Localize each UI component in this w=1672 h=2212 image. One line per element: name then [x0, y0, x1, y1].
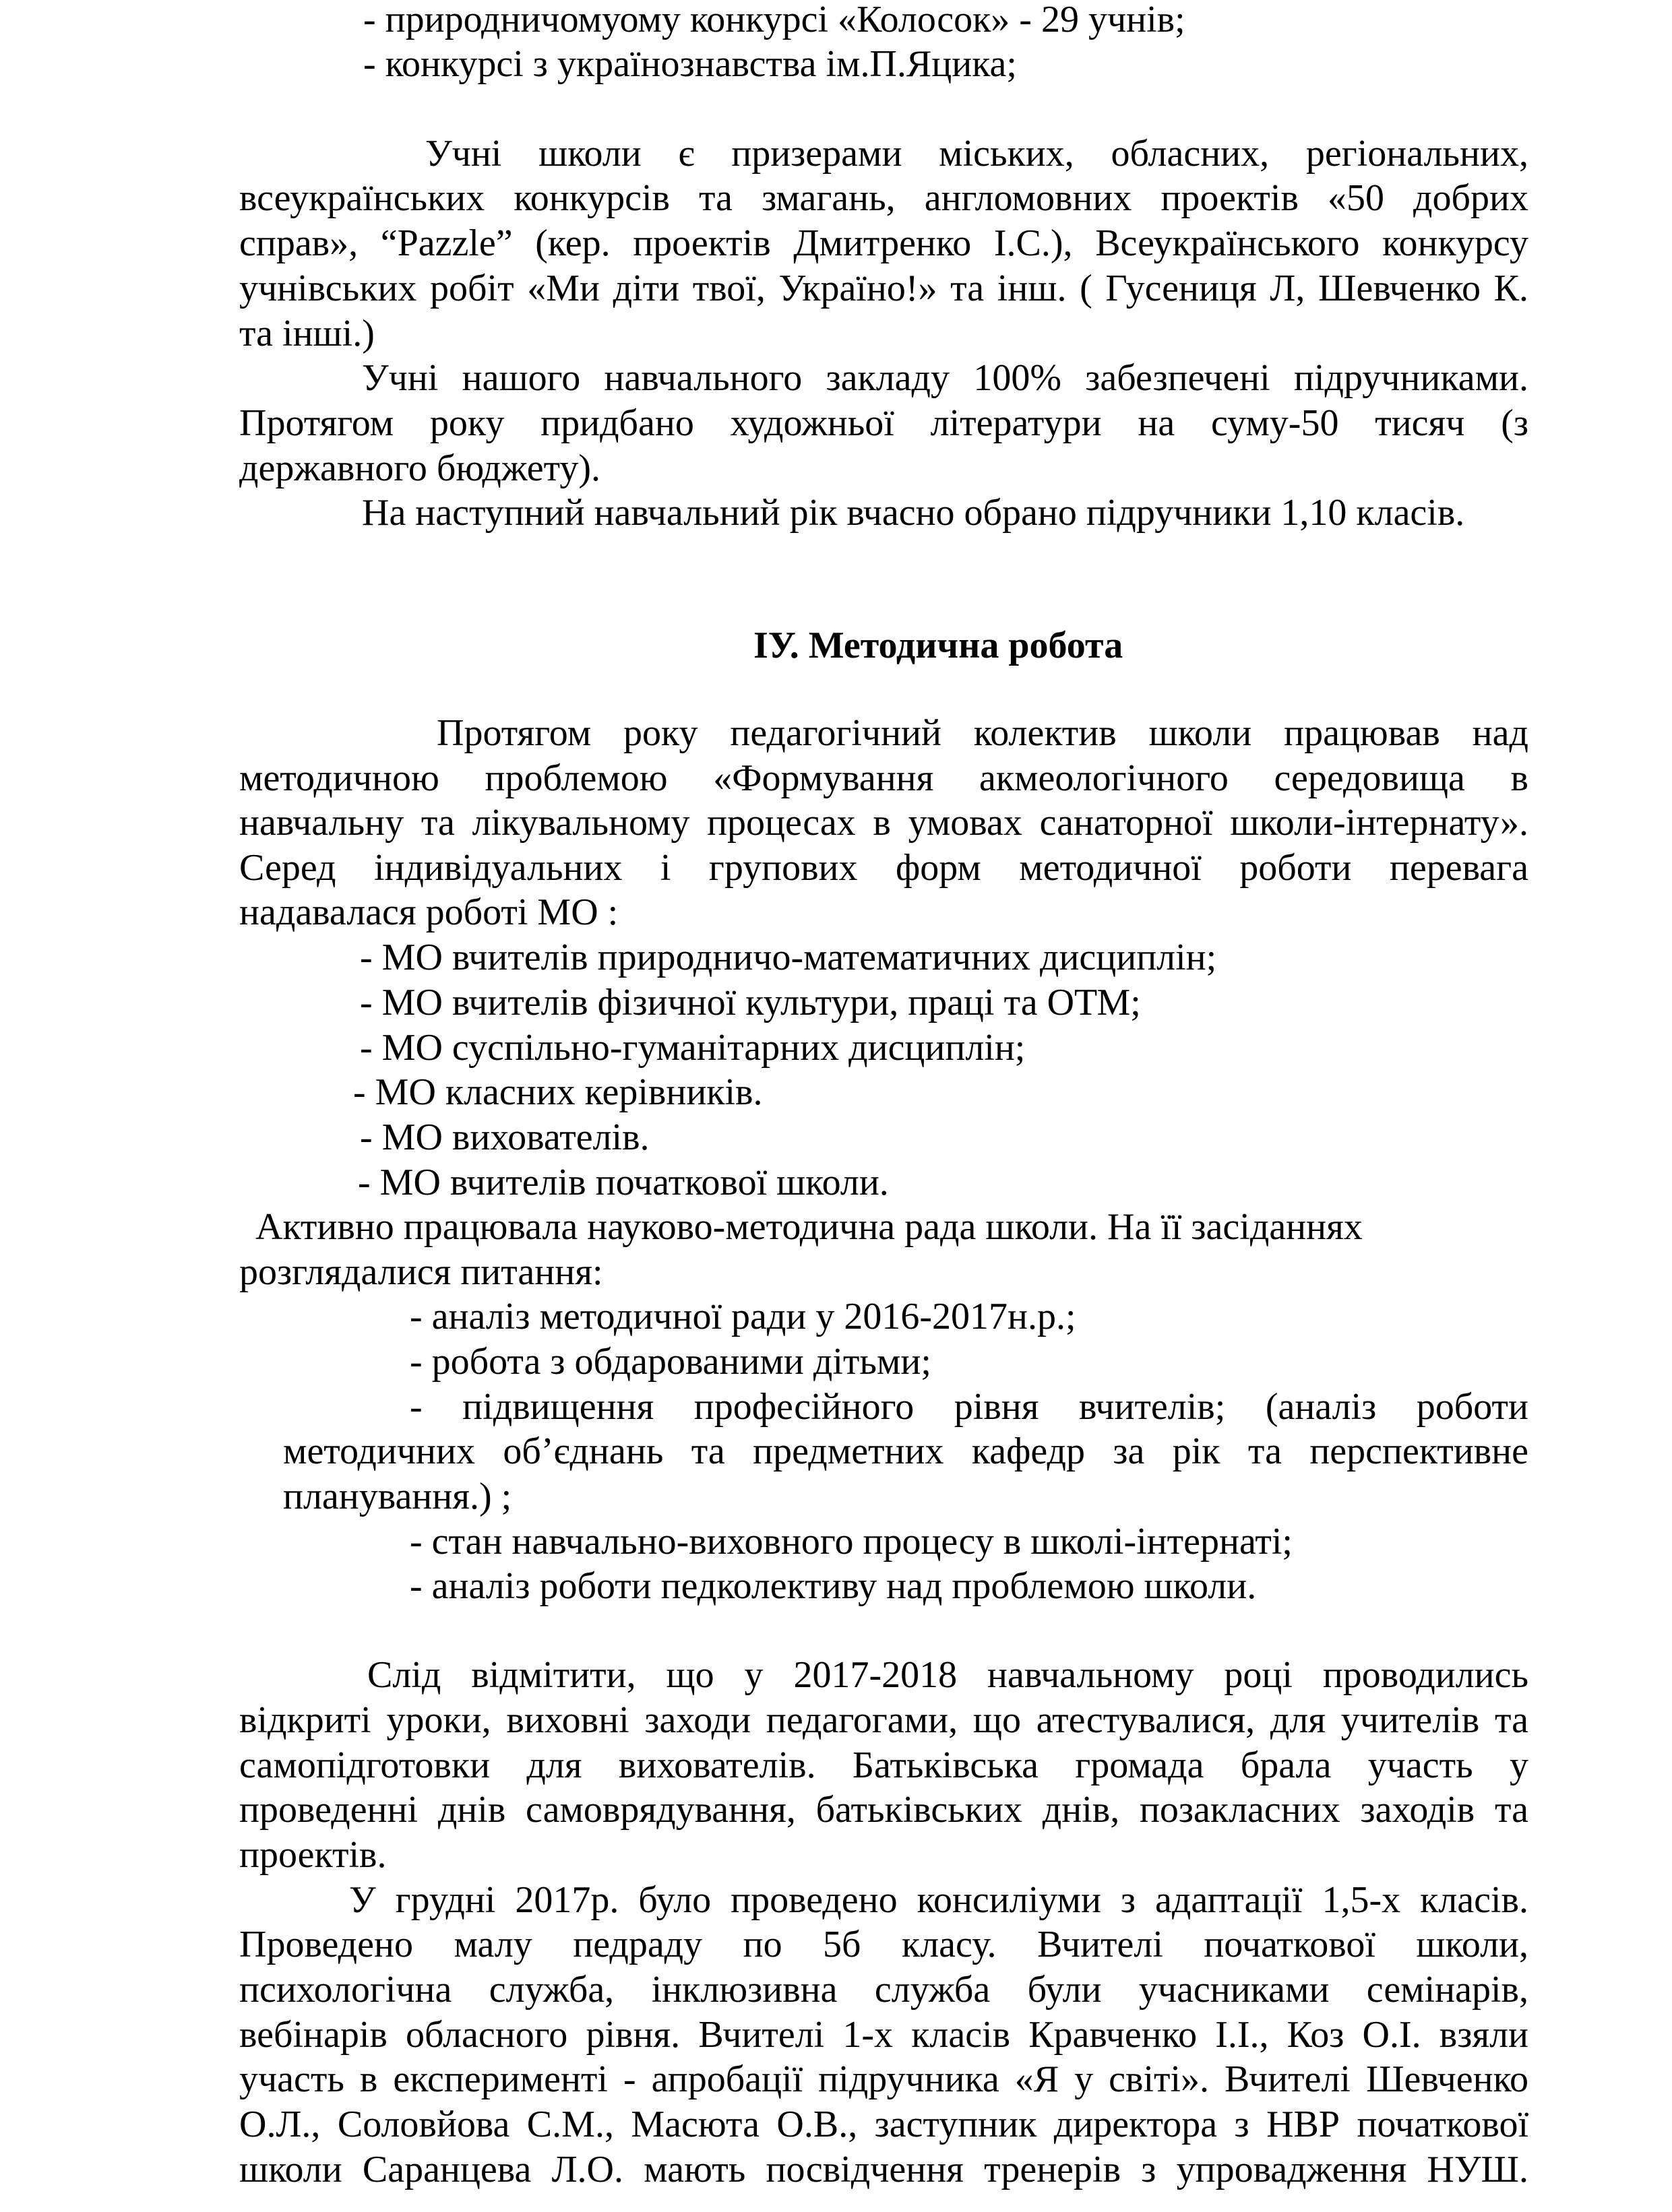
- paragraph-line: Учні школи є призерами міських, обласних, регіональних,: [425, 133, 1528, 175]
- paragraph-line: На наступний навчальний рік вчасно обрано підручники 1,10 класів.: [362, 492, 1465, 534]
- list-item-yatsyk: - конкурсі з українознавства ім.П.Яцика;: [363, 43, 1017, 85]
- list-item-agenda: методичних об’єднань та предметних кафедр за рік та перспективне: [283, 1430, 1528, 1472]
- paragraph-line: школи Саранцева Л.О. мають посвідчення тренерів з упровадження НУШ.: [239, 2149, 1528, 2190]
- paragraph-line: Учні нашого навчального закладу 100% забезпечені підручниками.: [362, 357, 1528, 399]
- paragraph-line: Слід відмітити, що у 2017-2018 навчальному році проводились: [367, 1654, 1528, 1696]
- paragraph-line: Протягом року придбано художньої літератури на суму-50 тисяч (з: [239, 402, 1528, 444]
- paragraph-line: психологічна служба, інклюзивна служба були учасниками семінарів,: [239, 1969, 1528, 2011]
- paragraph-line: Активно працювала науково-методична рада школи. На її засіданнях: [255, 1206, 1363, 1248]
- section-heading: ІУ. Методична робота: [753, 625, 1123, 666]
- list-item-agenda: - робота з обдарованими дітьми;: [410, 1341, 931, 1383]
- list-item-mo: - МО вчителів початкової школи.: [358, 1162, 889, 1203]
- list-item-agenda: планування.) ;: [283, 1476, 512, 1517]
- paragraph-line: У грудні 2017р. було проведено консиліуми з адаптації 1,5-х класів.: [349, 1879, 1528, 1921]
- paragraph-line: методичною проблемою «Формування акмеологічного середовища в: [239, 757, 1528, 799]
- list-item-agenda: - аналіз методичної ради у 2016-2017н.р.;: [410, 1296, 1076, 1337]
- paragraph-line: участь в експерименті - апробації підручника «Я у світі». Вчителі Шевченко: [239, 2058, 1528, 2100]
- paragraph-line: всеукраїнських конкурсів та змагань, англомовних проектів «50 добрих: [239, 177, 1528, 219]
- paragraph-line: самопідготовки для вихователів. Батьківська громада брала участь у: [239, 1744, 1528, 1786]
- paragraph-line: справ», “Pazzle” (кер. проектів Дмитренко І.С.), Всеукраїнського конкурсу: [239, 222, 1528, 264]
- paragraph-line: Проведено малу педраду по 5б класу. Вчителі початкової школи,: [239, 1924, 1528, 1965]
- list-item-mo: - МО вчителів фізичної культури, праці та ОТМ;: [360, 982, 1141, 1023]
- list-item-agenda: - аналіз роботи педколективу над проблемою школи.: [410, 1565, 1257, 1607]
- list-item-agenda: - стан навчально-виховного процесу в школі-інтернаті;: [410, 1521, 1293, 1562]
- paragraph-line: вебінарів обласного рівня. Вчителі 1-х класів Кравченко І.І., Коз О.І. взяли: [239, 2014, 1528, 2056]
- paragraph-line: навчальну та лікувальному процесах в умовах санаторної школи-інтернату».: [239, 802, 1528, 844]
- paragraph-line: проектів.: [239, 1834, 387, 1876]
- list-item-mo: - МО суспільно-гуманітарних дисциплін;: [360, 1027, 1026, 1069]
- list-item-mo: - МО вчителів природничо-математичних дисциплін;: [360, 937, 1217, 978]
- paragraph-line: та інші.): [239, 313, 375, 354]
- paragraph-line: державного бюджету).: [239, 447, 601, 489]
- list-item-mo: - МО класних керівників.: [353, 1071, 763, 1113]
- paragraph-line: проведенні днів самоврядування, батьківських днів, позакласних заходів та: [239, 1789, 1528, 1831]
- list-item-mo: - МО вихователів.: [360, 1116, 650, 1158]
- list-item-agenda: - підвищення професійного рівня вчителів; (аналіз роботи: [410, 1386, 1528, 1428]
- paragraph-line: відкриті уроки, виховні заходи педагогами, що атестувалися, для учителів та: [239, 1699, 1528, 1741]
- list-item-kolosok: - природничомуому конкурсі «Колосок» - 29 учнів;: [363, 0, 1185, 40]
- paragraph-line: надавалася роботі МО :: [239, 891, 619, 933]
- paragraph-line: Серед індивідуальних і групових форм методичної роботи перевага: [239, 847, 1528, 889]
- paragraph-line: О.Л., Соловйова С.М., Масюта О.В., заступник директора з НВР початкової: [239, 2104, 1528, 2145]
- paragraph-line: учнівських робіт «Ми діти твої, Україно!» та інш. ( Гусениця Л, Шевченко К.: [239, 267, 1528, 309]
- paragraph-line: розглядалися питання:: [239, 1251, 603, 1293]
- paragraph-line: Протягом року педагогічний колектив школи працював над: [437, 712, 1528, 754]
